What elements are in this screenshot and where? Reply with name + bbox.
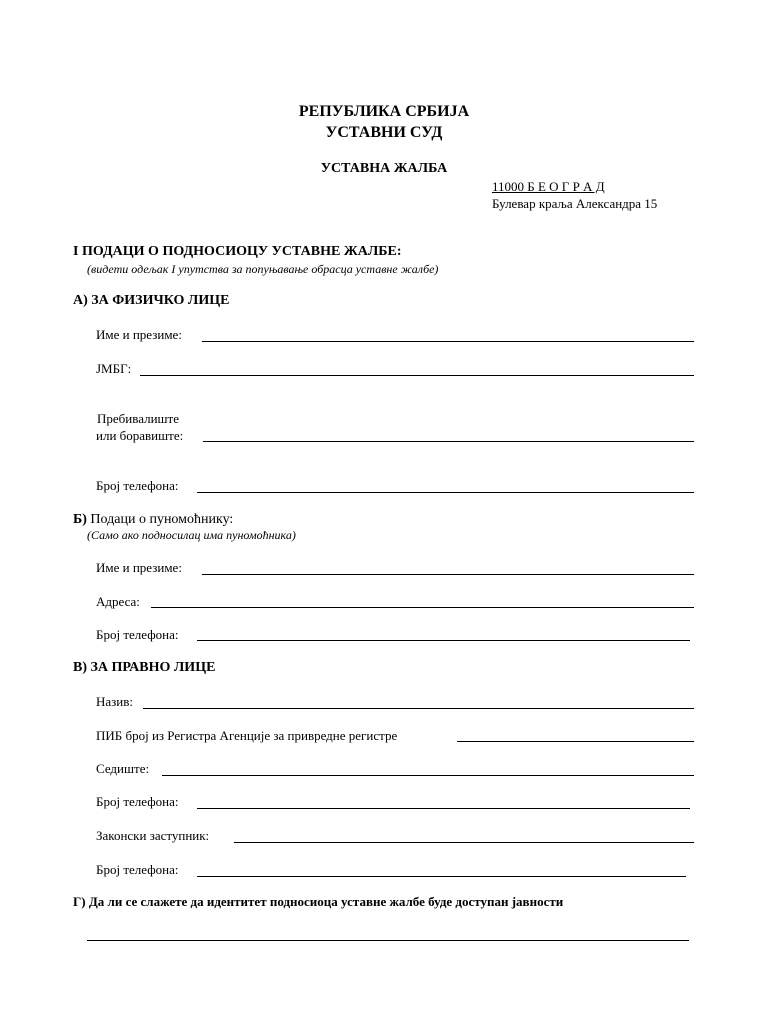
section-i-note: (видети одељак I упутства за попуњавање обрасца уставне жалбе) — [87, 262, 439, 276]
section-g-title: Г) Да ли се слажете да идентитет подносиоца уставне жалбе буде доступан јавности — [73, 894, 564, 909]
header-court: УСТАВНИ СУД — [325, 124, 443, 141]
a-jmbg-label: ЈМБГ: — [96, 361, 132, 376]
a-name-label: Име и презиме: — [96, 327, 182, 342]
a-phone-field[interactable] — [197, 492, 694, 493]
v-rep-field[interactable] — [234, 842, 694, 843]
v-phone-label: Број телефона: — [96, 794, 179, 809]
court-city: 11000 Б Е О Г Р А Д — [492, 179, 605, 194]
section-v-title: В) ЗА ПРАВНО ЛИЦЕ — [73, 660, 216, 675]
b-phone-field[interactable] — [197, 640, 690, 641]
form-title: УСТАВНА ЖАЛБА — [320, 161, 448, 176]
b-name-label: Име и презиме: — [96, 560, 182, 575]
v-name-label: Назив: — [96, 694, 134, 709]
court-address: Булевар краља Александра 15 — [492, 196, 658, 211]
a-residence-label-1: Пребивалиште — [97, 411, 179, 426]
section-i-title: I ПОДАЦИ О ПОДНОСИОЦУ УСТАВНЕ ЖАЛБЕ: — [73, 244, 402, 259]
v-seat-label: Седиште: — [96, 761, 150, 776]
b-phone-label: Број телефона: — [96, 627, 179, 642]
a-phone-label: Број телефона: — [96, 478, 179, 493]
section-b-label: Подаци о пуномоћнику: — [90, 512, 234, 527]
section-a-title: А) ЗА ФИЗИЧКО ЛИЦЕ — [73, 293, 230, 308]
b-name-field[interactable] — [202, 574, 694, 575]
v-seat-field[interactable] — [162, 775, 694, 776]
a-residence-field[interactable] — [203, 441, 694, 442]
header-republic: РЕПУБЛИКА СРБИЈА — [298, 103, 470, 120]
a-jmbg-field[interactable] — [140, 375, 694, 376]
a-name-field[interactable] — [202, 341, 694, 342]
section-b-title — [73, 512, 233, 528]
v-phone2-label: Број телефона: — [96, 862, 179, 877]
v-pib-field[interactable] — [457, 741, 694, 742]
v-name-field[interactable] — [143, 708, 694, 709]
v-pib-label: ПИБ број из Регистра Агенције за привредне регистре — [96, 728, 398, 743]
v-rep-label: Законски заступник: — [96, 828, 210, 843]
g-answer-field[interactable] — [87, 940, 689, 941]
section-b-prefix: Б) — [73, 512, 87, 527]
b-address-label: Адреса: — [96, 594, 140, 609]
v-phone-field[interactable] — [197, 808, 690, 809]
b-address-field[interactable] — [151, 607, 694, 608]
v-phone2-field[interactable] — [197, 876, 686, 877]
section-b-note: (Само ако подносилац има пуномоћника) — [87, 528, 296, 542]
a-residence-label-2: или боравиште: — [96, 428, 184, 443]
